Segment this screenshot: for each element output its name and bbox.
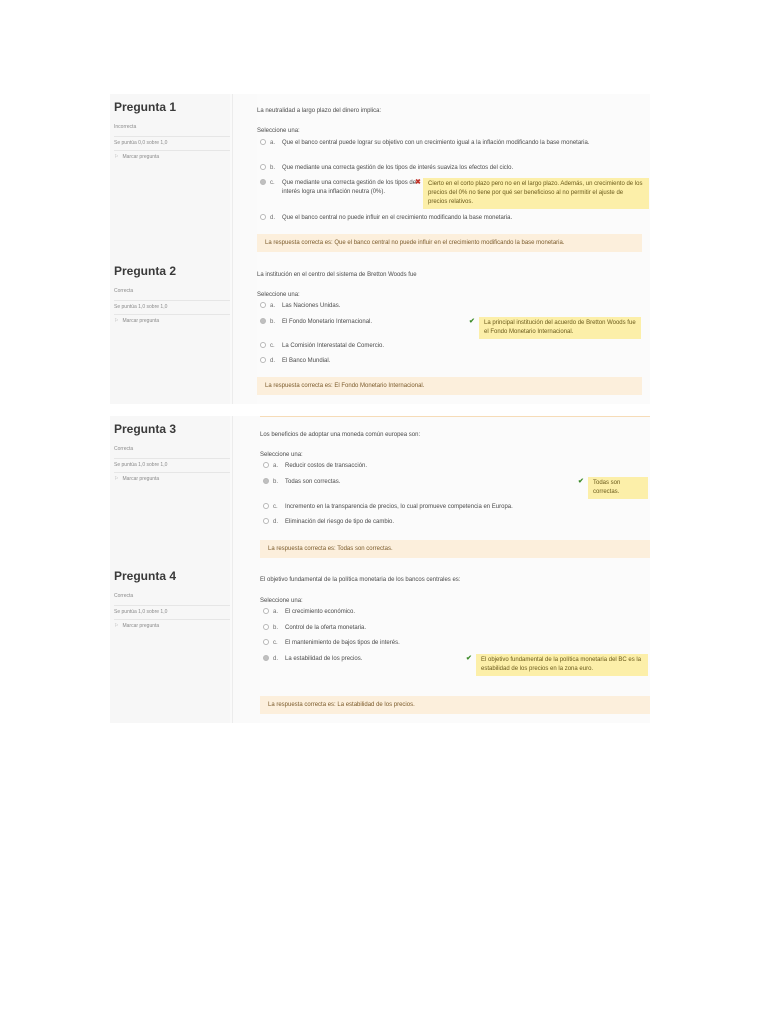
answer-feedback: El objetivo fundamental de la política monetaria del BC es la estabilidad de los precios en la zona euro. [476,654,648,676]
question-text: Los beneficios de adoptar una moneda común europea son: [260,432,421,438]
radio-button[interactable] [263,518,269,524]
correct-check-icon: ✔ [469,318,475,325]
question-info [110,94,230,258]
answer-letter: d. [270,358,276,364]
answer-option-a[interactable] [263,608,563,617]
answer-letter: a. [270,140,276,146]
question-2 [110,258,650,404]
answer-letter: d. [273,656,279,662]
answer-option-b[interactable] [260,318,460,327]
flag-icon: ⚐ [114,623,119,629]
question-content [257,94,650,258]
answer-text: Control de la oferta monetaria. [285,625,367,631]
correct-answer-box: La respuesta correcta es: Todas son correctas. [260,540,650,558]
answer-option-a[interactable] [260,139,620,148]
radio-button[interactable] [260,342,266,348]
question-content [257,258,650,404]
question-info [110,258,230,404]
question-title: Pregunta 2 [114,264,177,278]
question-text: El objetivo fundamental de la política monetaria de los bancos centrales es: [260,577,461,583]
flag-question-label: Marcar pregunta [122,318,160,324]
answer-option-a[interactable] [263,462,563,471]
answer-option-a[interactable] [260,302,560,311]
correct-check-icon: ✔ [578,478,584,485]
question-title: Pregunta 1 [114,100,177,114]
answer-text: Que mediante una correcta gestión de los tipos de interés logra una inflación neutra (0%). [282,180,417,195]
radio-button[interactable] [263,639,269,645]
correct-check-icon: ✔ [466,655,472,662]
incorrect-mark-icon: ✖ [415,179,421,186]
answer-text: El Fondo Monetario Internacional. [282,319,373,325]
answer-text: Que el banco central puede lograr su objetivo con un crecimiento igual a la inflación modificando la base monetaria. [282,140,590,146]
answer-text: El crecimiento económico. [285,609,356,615]
answer-text: La Comisión Interestatal de Comercio. [282,343,385,349]
correct-answer-box: La respuesta correcta es: Que el banco central no puede influir en el crecimiento modificando la base monetaria. [257,234,642,252]
answer-option-b[interactable] [260,164,620,173]
radio-button[interactable] [263,608,269,614]
question-state: Correcta [114,288,134,294]
question-content [260,563,650,723]
answer-letter: b. [270,165,276,171]
radio-button[interactable] [260,214,266,220]
divider [232,258,233,404]
answer-text: Las Naciones Unidas. [282,303,341,309]
divider [232,416,233,566]
question-state: Incorrecta [114,124,137,130]
flag-icon: ⚐ [114,476,119,482]
flag-question-label: Marcar pregunta [122,154,160,160]
radio-button-selected[interactable] [263,478,269,484]
question-content [260,416,650,566]
answer-option-c[interactable] [260,179,420,197]
answer-letter: b. [273,625,279,631]
question-grade: Se puntúa 1,0 sobre 1,0 [114,458,230,468]
flag-question-link[interactable] [114,472,230,482]
select-one-label: Seleccione una: [257,292,300,298]
question-1 [110,94,650,258]
answer-letter: d. [273,519,279,525]
answer-text: La estabilidad de los precios. [285,656,363,662]
answer-letter: b. [270,319,276,325]
answer-option-c[interactable] [263,503,573,512]
flag-icon: ⚐ [114,154,119,160]
question-state: Correcta [114,593,134,599]
question-state: Correcta [114,446,134,452]
question-4 [110,563,650,723]
question-text: La institución en el centro del sistema de Bretton Woods fue [257,272,417,278]
answer-feedback: La principal institución del acuerdo de Bretton Woods fue el Fondo Monetario Internacional. [479,317,641,339]
question-grade: Se puntúa 1,0 sobre 1,0 [114,605,230,615]
question-grade: Se puntúa 1,0 sobre 1,0 [114,300,230,310]
answer-option-d[interactable] [260,214,620,223]
radio-button[interactable] [263,462,269,468]
answer-letter: c. [270,180,275,186]
top-border [260,416,650,417]
question-info [110,416,230,566]
answer-feedback: Cierto en el corto plazo pero no en el largo plazo. Además, un crecimiento de los precios del 0% no tiene por qué ser beneficioso al no permitir el ajuste de precios relativos. [423,178,649,209]
select-one-label: Seleccione una: [260,452,303,458]
question-3 [110,416,650,566]
radio-button[interactable] [260,302,266,308]
flag-icon: ⚐ [114,318,119,324]
answer-letter: a. [273,463,279,469]
answer-text: Reducir costos de transacción. [285,463,368,469]
answer-letter: d. [270,215,276,221]
flag-question-link[interactable] [114,150,230,160]
question-grade: Se puntúa 0,0 sobre 1,0 [114,136,230,146]
answer-option-d[interactable] [263,655,463,664]
question-text: La neutralidad a largo plazo del dinero implica: [257,108,382,114]
radio-button-selected[interactable] [260,318,266,324]
answer-letter: b. [273,479,279,485]
flag-question-link[interactable] [114,619,230,629]
answer-text: El Banco Mundial. [282,358,331,364]
flag-question-label: Marcar pregunta [122,476,160,482]
answer-text: Que mediante una correcta gestión de los tipos de interés suaviza los efectos del ciclo. [282,165,514,171]
answer-letter: a. [273,609,279,615]
answer-text: Incremento en la transparencia de precios, lo cual promueve competencia en Europa. [285,504,513,510]
answer-option-d[interactable] [260,357,560,366]
answer-text: El mantenimiento de bajos tipos de interés. [285,640,400,646]
flag-question-label: Marcar pregunta [122,623,160,629]
answer-letter: a. [270,303,276,309]
answer-letter: c. [273,640,278,646]
answer-option-d[interactable] [263,518,563,527]
answer-option-b[interactable] [263,478,563,487]
answer-text: Eliminación del riesgo de tipo de cambio. [285,519,395,525]
question-title: Pregunta 4 [114,569,177,583]
divider [232,94,233,258]
answer-letter: c. [273,504,278,510]
radio-button[interactable] [263,503,269,509]
radio-button-selected[interactable] [263,655,269,661]
radio-button[interactable] [263,624,269,630]
select-one-label: Seleccione una: [260,598,303,604]
radio-button-selected[interactable] [260,179,266,185]
flag-question-link[interactable] [114,314,230,324]
correct-answer-box: La respuesta correcta es: La estabilidad de los precios. [260,696,650,714]
answer-option-b[interactable] [263,624,563,633]
radio-button[interactable] [260,139,266,145]
answer-option-c[interactable] [260,342,560,351]
question-info [110,563,230,723]
divider [232,563,233,723]
radio-button[interactable] [260,357,266,363]
radio-button[interactable] [260,164,266,170]
answer-option-c[interactable] [263,639,563,648]
answer-text: Todas son correctas. [285,479,341,485]
answer-text: Que el banco central no puede influir en el crecimiento modificando la base monetaria. [282,215,513,221]
question-title: Pregunta 3 [114,422,177,436]
correct-answer-box: La respuesta correcta es: El Fondo Monetario Internacional. [257,377,642,395]
answer-feedback: Todas son correctas. [588,477,648,499]
select-one-label: Seleccione una: [257,128,300,134]
answer-letter: c. [270,343,275,349]
